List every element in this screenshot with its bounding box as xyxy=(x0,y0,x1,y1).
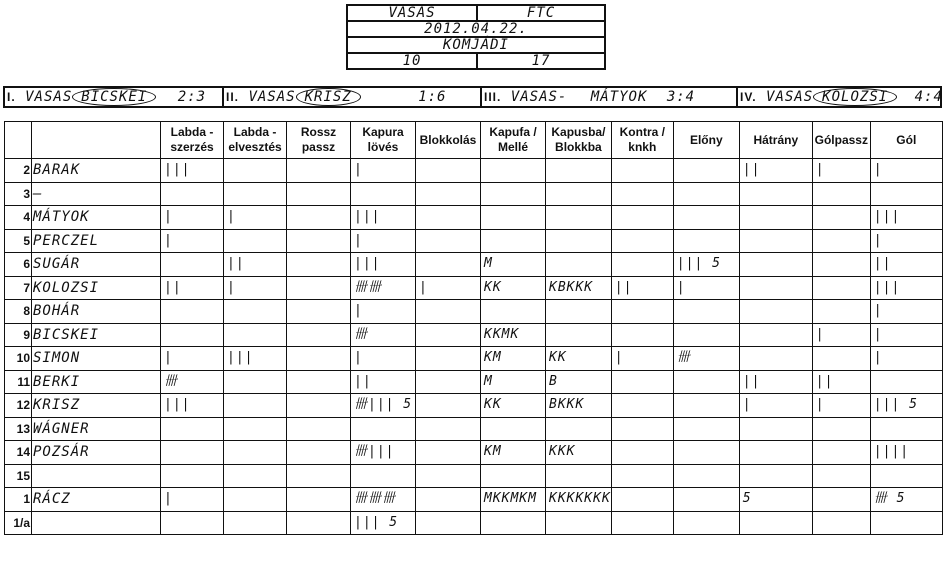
period-2 xyxy=(222,88,480,106)
stat-cell xyxy=(870,370,942,394)
stat-cell xyxy=(870,417,942,441)
period-4-label: IV. xyxy=(740,90,757,104)
table-row xyxy=(5,206,943,230)
stat-cell: | xyxy=(351,347,416,371)
stat-cell xyxy=(611,300,673,324)
player-name: SUGÁR xyxy=(32,253,161,277)
stat-cell xyxy=(416,394,481,418)
stat-cell: | xyxy=(161,229,224,253)
stat-cell: ||| xyxy=(870,276,942,300)
stat-cell xyxy=(673,441,739,465)
stat-cell xyxy=(739,417,812,441)
stat-cell xyxy=(224,182,287,206)
stat-cell xyxy=(739,206,812,230)
table-row xyxy=(5,347,943,371)
stat-cell: ||| xyxy=(224,347,287,371)
stat-cell: | xyxy=(870,159,942,183)
column-header-13: Gól xyxy=(870,122,942,159)
stat-cell: ||| xyxy=(351,206,416,230)
stat-cell xyxy=(673,206,739,230)
cap-number: 6 xyxy=(5,253,32,277)
period-3-team: VASAS- xyxy=(510,89,568,105)
stat-cell: KKMK xyxy=(481,323,546,347)
stat-cell xyxy=(287,441,351,465)
stat-cell: || xyxy=(161,276,224,300)
stat-cell xyxy=(673,511,739,534)
stat-cell: | xyxy=(224,206,287,230)
stat-cell xyxy=(224,441,287,465)
stat-cell xyxy=(224,300,287,324)
stat-cell: || xyxy=(739,159,812,183)
cap-number: 1/a xyxy=(5,511,32,534)
period-4-player: KOLOZSI xyxy=(813,88,897,106)
stat-cell xyxy=(416,464,481,488)
stat-cell: M xyxy=(481,370,546,394)
stat-cell: | xyxy=(739,394,812,418)
stat-cell: M xyxy=(481,253,546,277)
period-1-score: 2:3 xyxy=(177,89,207,105)
score-row xyxy=(348,54,604,70)
cap-number: 13 xyxy=(5,417,32,441)
period-2-score: 1:6 xyxy=(418,89,447,105)
stat-cell xyxy=(812,417,870,441)
column-header-3: Labda - elvesztés xyxy=(224,122,287,159)
stat-cell xyxy=(739,300,812,324)
stat-cell xyxy=(546,159,612,183)
table-row xyxy=(5,488,943,512)
stat-cell xyxy=(812,441,870,465)
stat-cell: |||| xyxy=(870,441,942,465)
stat-cell xyxy=(416,182,481,206)
cap-number: 8 xyxy=(5,300,32,324)
cap-number: 5 xyxy=(5,229,32,253)
column-header-7: Kapufa / Mellé xyxy=(481,122,546,159)
match-venue: KOMJÁDI xyxy=(348,38,604,54)
stat-cell xyxy=(287,464,351,488)
table-row xyxy=(5,159,943,183)
column-header-12: Gólpassz xyxy=(812,122,870,159)
stat-cell xyxy=(351,417,416,441)
stat-cell xyxy=(812,300,870,324)
table-row xyxy=(5,276,943,300)
stat-cell xyxy=(812,182,870,206)
stat-cell xyxy=(739,464,812,488)
stat-cell xyxy=(673,182,739,206)
match-date: 2012.04.22. xyxy=(348,22,604,38)
stat-cell xyxy=(161,417,224,441)
stat-cell xyxy=(546,323,612,347)
stat-cell xyxy=(287,159,351,183)
stat-cell xyxy=(481,464,546,488)
stat-cell xyxy=(546,511,612,534)
stat-cell: | xyxy=(673,276,739,300)
stat-cell: KK xyxy=(481,394,546,418)
stat-cell xyxy=(481,300,546,324)
stat-cell xyxy=(546,206,612,230)
period-2-label: II. xyxy=(226,90,240,104)
stat-cell xyxy=(611,394,673,418)
stat-cell xyxy=(870,182,942,206)
column-header-2: Labda - szerzés xyxy=(161,122,224,159)
table-row xyxy=(5,441,943,465)
cap-number: 14 xyxy=(5,441,32,465)
table-row xyxy=(5,394,943,418)
stat-cell xyxy=(416,206,481,230)
player-name: RÁCZ xyxy=(32,488,161,512)
cap-number: 3 xyxy=(5,182,32,206)
table-row xyxy=(5,464,943,488)
stat-cell xyxy=(287,417,351,441)
stat-cell: BKKK xyxy=(546,394,612,418)
period-3-label: III. xyxy=(484,90,502,104)
stat-cell xyxy=(161,300,224,324)
stat-cell xyxy=(739,323,812,347)
stat-cell xyxy=(224,394,287,418)
player-name: KRISZ xyxy=(32,394,161,418)
stat-cell xyxy=(416,300,481,324)
stat-cell: | xyxy=(351,300,416,324)
table-row xyxy=(5,370,943,394)
stat-cell xyxy=(739,276,812,300)
stat-cell xyxy=(287,370,351,394)
player-name: KOLOZSI xyxy=(32,276,161,300)
table-header-row xyxy=(5,122,943,159)
column-header-0 xyxy=(5,122,32,159)
stat-cell: ||| 5 xyxy=(351,511,416,534)
stat-cell xyxy=(481,182,546,206)
stat-cell: ||| xyxy=(161,159,224,183)
period-4 xyxy=(736,88,943,106)
table-row xyxy=(5,253,943,277)
player-stats-table xyxy=(4,121,943,535)
cap-number: 15 xyxy=(5,464,32,488)
stat-cell xyxy=(812,253,870,277)
cap-number: 4 xyxy=(5,206,32,230)
stat-cell xyxy=(673,323,739,347)
stat-cell xyxy=(416,159,481,183)
stat-cell xyxy=(812,511,870,534)
stat-cell: ||| xyxy=(351,253,416,277)
stat-cell: || xyxy=(224,253,287,277)
stat-cell xyxy=(673,464,739,488)
stat-cell xyxy=(611,323,673,347)
stat-cell xyxy=(416,441,481,465)
player-name: BARAK xyxy=(32,159,161,183)
stat-cell xyxy=(481,206,546,230)
stat-cell xyxy=(673,394,739,418)
player-name xyxy=(32,464,161,488)
stat-cell: KKK xyxy=(546,441,612,465)
period-bar xyxy=(3,86,942,108)
stat-cell xyxy=(611,159,673,183)
stat-cell xyxy=(224,488,287,512)
stat-cell: ||| xyxy=(161,394,224,418)
stat-cell xyxy=(416,253,481,277)
table-row xyxy=(5,300,943,324)
stat-cell xyxy=(739,347,812,371)
stat-cell: KBKKK xyxy=(546,276,612,300)
match-header xyxy=(346,4,606,70)
cap-number: 11 xyxy=(5,370,32,394)
stat-cell xyxy=(481,511,546,534)
stat-cell xyxy=(287,347,351,371)
stat-cell xyxy=(481,159,546,183)
stat-cell: KM xyxy=(481,441,546,465)
player-name xyxy=(32,511,161,534)
stat-cell: || xyxy=(611,276,673,300)
player-name: SIMON xyxy=(32,347,161,371)
stat-cell: | xyxy=(812,159,870,183)
stat-cell: KKKKKKK xyxy=(546,488,612,512)
stat-cell xyxy=(739,441,812,465)
stat-cell xyxy=(416,488,481,512)
stat-cell xyxy=(611,253,673,277)
stat-cell: | xyxy=(611,347,673,371)
cap-number: 2 xyxy=(5,159,32,183)
stat-cell: 5 xyxy=(739,488,812,512)
stat-cell: | xyxy=(870,347,942,371)
stat-cell: ||| 5 xyxy=(673,253,739,277)
stat-cell xyxy=(611,182,673,206)
stat-cell: 卌 xyxy=(673,347,739,371)
player-name: MÁTYOK xyxy=(32,206,161,230)
stat-cell xyxy=(546,300,612,324)
column-header-1 xyxy=(32,122,161,159)
stat-cell xyxy=(161,441,224,465)
stat-cell xyxy=(870,511,942,534)
stat-cell xyxy=(287,182,351,206)
period-3-player: MÁTYOK xyxy=(590,89,648,105)
cap-number: 1 xyxy=(5,488,32,512)
period-1-team: VASAS xyxy=(25,89,73,105)
stat-cell xyxy=(161,323,224,347)
column-header-10: Előny xyxy=(673,122,739,159)
stat-cell xyxy=(611,229,673,253)
stat-cell xyxy=(416,347,481,371)
stat-cell: || xyxy=(812,370,870,394)
stat-cell xyxy=(224,417,287,441)
stat-cell xyxy=(673,370,739,394)
stat-cell xyxy=(287,394,351,418)
stat-cell xyxy=(161,182,224,206)
column-header-9: Kontra / knkh xyxy=(611,122,673,159)
column-header-11: Hátrány xyxy=(739,122,812,159)
stat-cell xyxy=(224,229,287,253)
stat-cell: | xyxy=(224,276,287,300)
away-team: FTC xyxy=(476,6,604,20)
column-header-5: Kapura lövés xyxy=(351,122,416,159)
stat-cell: 卌 xyxy=(161,370,224,394)
stat-cell xyxy=(287,300,351,324)
stat-cell xyxy=(161,253,224,277)
stat-cell: | xyxy=(870,323,942,347)
stat-cell: | xyxy=(812,323,870,347)
player-name: BOHÁR xyxy=(32,300,161,324)
stat-cell: 卌||| xyxy=(351,441,416,465)
player-name: WÁGNER xyxy=(32,417,161,441)
stat-cell xyxy=(673,229,739,253)
stat-cell xyxy=(481,229,546,253)
column-header-8: Kapusba/ Blokkba xyxy=(546,122,612,159)
period-1 xyxy=(5,88,222,106)
table-row xyxy=(5,511,943,534)
stat-cell xyxy=(161,511,224,534)
stat-cell xyxy=(546,464,612,488)
player-name: PERCZEL xyxy=(32,229,161,253)
stat-cell: | xyxy=(870,300,942,324)
stat-cell: MKKMKM xyxy=(481,488,546,512)
stat-cell xyxy=(224,159,287,183)
cap-number: 9 xyxy=(5,323,32,347)
table-row xyxy=(5,229,943,253)
stat-cell xyxy=(287,511,351,534)
stat-cell xyxy=(673,159,739,183)
stat-cell xyxy=(287,229,351,253)
stat-cell xyxy=(812,206,870,230)
stat-cell: 卌||| 5 xyxy=(351,394,416,418)
home-team: VASAS xyxy=(388,5,436,21)
stat-cell: B xyxy=(546,370,612,394)
period-2-player: KRISZ xyxy=(296,88,361,106)
stat-cell: | xyxy=(161,206,224,230)
stat-cell xyxy=(546,253,612,277)
table-body xyxy=(5,159,943,535)
stat-cell xyxy=(739,229,812,253)
stat-cell xyxy=(416,417,481,441)
stat-cell: | xyxy=(812,394,870,418)
stat-cell: || xyxy=(870,253,942,277)
stat-cell: KK xyxy=(481,276,546,300)
stat-cell xyxy=(224,464,287,488)
home-score: 10 xyxy=(402,53,422,69)
stat-cell: KM xyxy=(481,347,546,371)
stat-cell xyxy=(812,464,870,488)
stat-cell: | xyxy=(416,276,481,300)
stat-cell xyxy=(546,229,612,253)
stat-cell: 卌卌卌 xyxy=(351,488,416,512)
column-header-6: Blokkolás xyxy=(416,122,481,159)
table-row xyxy=(5,417,943,441)
period-1-label: I. xyxy=(7,90,16,104)
stat-cell: || xyxy=(739,370,812,394)
stat-cell xyxy=(287,323,351,347)
player-name: — xyxy=(32,182,161,206)
stat-cell xyxy=(812,229,870,253)
stat-cell: || xyxy=(351,370,416,394)
stat-cell xyxy=(416,323,481,347)
stat-cell xyxy=(739,511,812,534)
stat-cell xyxy=(546,417,612,441)
stat-cell: 卌 xyxy=(351,323,416,347)
stat-cell xyxy=(287,206,351,230)
period-3 xyxy=(480,88,736,106)
stat-cell xyxy=(812,347,870,371)
stat-cell xyxy=(739,182,812,206)
player-name: BERKI xyxy=(32,370,161,394)
period-3-score: 3:4 xyxy=(666,89,696,105)
cap-number: 10 xyxy=(5,347,32,371)
away-score: 17 xyxy=(476,54,604,70)
stat-cell: | xyxy=(161,488,224,512)
stat-cell xyxy=(224,323,287,347)
stat-cell: | xyxy=(351,159,416,183)
stat-cell: | xyxy=(161,347,224,371)
cap-number: 7 xyxy=(5,276,32,300)
stat-cell xyxy=(416,370,481,394)
stat-cell xyxy=(611,441,673,465)
table-row xyxy=(5,323,943,347)
stat-cell xyxy=(611,417,673,441)
stat-cell xyxy=(673,488,739,512)
stat-cell xyxy=(481,417,546,441)
stat-cell xyxy=(611,511,673,534)
stat-cell xyxy=(611,370,673,394)
period-1-player: BICSKEI xyxy=(72,88,156,106)
stat-cell xyxy=(673,300,739,324)
stat-cell: 卌卌 xyxy=(351,276,416,300)
cap-number: 12 xyxy=(5,394,32,418)
stat-cell: | xyxy=(351,229,416,253)
stat-cell xyxy=(611,464,673,488)
stat-cell: 卌 5 xyxy=(870,488,942,512)
stat-cell xyxy=(870,464,942,488)
stat-cell xyxy=(416,511,481,534)
stat-cell xyxy=(739,253,812,277)
player-name: BICSKEI xyxy=(32,323,161,347)
stat-cell xyxy=(351,464,416,488)
stat-cell xyxy=(812,276,870,300)
stat-cell: ||| 5 xyxy=(870,394,942,418)
stat-cell xyxy=(287,488,351,512)
stat-cell xyxy=(416,229,481,253)
stat-cell xyxy=(611,488,673,512)
stat-cell xyxy=(287,276,351,300)
stat-cell: KK xyxy=(546,347,612,371)
period-4-team: VASAS xyxy=(766,89,814,105)
stat-cell xyxy=(812,488,870,512)
stat-cell xyxy=(546,182,612,206)
column-header-4: Rossz passz xyxy=(287,122,351,159)
stat-cell xyxy=(611,206,673,230)
stat-cell: ||| xyxy=(870,206,942,230)
stat-cell xyxy=(673,417,739,441)
stat-cell xyxy=(287,253,351,277)
stat-cell: | xyxy=(870,229,942,253)
stat-cell xyxy=(224,370,287,394)
stat-cell xyxy=(351,182,416,206)
stat-cell xyxy=(161,464,224,488)
stat-cell xyxy=(224,511,287,534)
teams-row xyxy=(348,6,604,22)
period-4-score: 4:4 xyxy=(914,89,943,105)
period-2-team: VASAS xyxy=(248,89,296,105)
table-row xyxy=(5,182,943,206)
player-name: POZSÁR xyxy=(32,441,161,465)
